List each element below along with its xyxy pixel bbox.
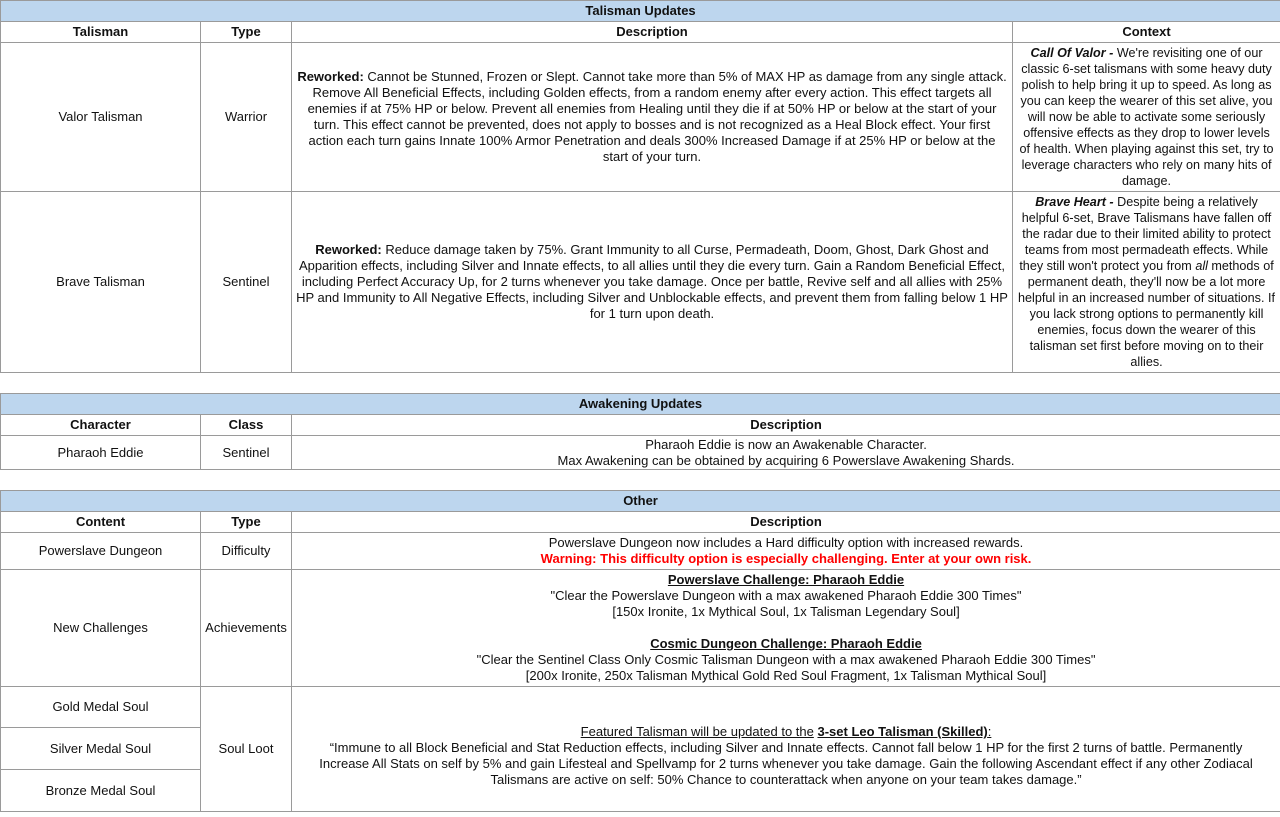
challenge-title: Cosmic Dungeon Challenge: Pharaoh Eddie bbox=[650, 636, 922, 651]
col-header-character: Character bbox=[1, 415, 201, 436]
description-text: Cannot be Stunned, Frozen or Slept. Cannot take more than 5% of MAX HP as damage from any single attack. Remove All Beneficial Effects, including Golden effects, from a random enemy after every action. This effect targets all enemies if at 75% HP or below. Prevent all enemies from Healing until they die if at 50% HP or below at the start of your turn. This effect cannot be prevented, does not apply to bosses and is not recognized as a Heal Block effect. Your first action each turn gains Innate 100% Armor Penetration and deals 300% Increased Damage if at 25% HP or below at the start of your turn. bbox=[307, 69, 1007, 164]
warning-text: Warning: This difficulty option is especially challenging. Enter at your own risk. bbox=[540, 551, 1032, 566]
table-row bbox=[1, 533, 1280, 570]
content-name: New Challenges bbox=[1, 570, 201, 687]
character-class: Sentinel bbox=[201, 436, 292, 470]
awakening-line: Max Awakening can be obtained by acquiring 6 Powerslave Awakening Shards. bbox=[557, 452, 1015, 468]
talisman-type: Warrior bbox=[201, 43, 292, 192]
challenge-reward: [200x Ironite, 250x Talisman Mythical Gold Red Soul Fragment, 1x Talisman Mythical Soul] bbox=[525, 668, 1047, 683]
reworked-label: Reworked: bbox=[297, 69, 364, 84]
context-title: Brave Heart - bbox=[1035, 195, 1114, 209]
context-text: methods of permanent death, they'll now be a lot more helpful in an increased number of situations. If you lack strong options to permanently kill enemies, focus down the wearer of this talisman set first before moving on to their allies. bbox=[1018, 259, 1275, 369]
table-row bbox=[1, 43, 1280, 192]
soul-name: Silver Medal Soul bbox=[1, 728, 201, 770]
featured-quote: “Immune to all Block Beneficial and Stat Reduction effects, including Silver and Innate effects. Cannot fall below 1 HP for the first 2 turns of battle. Permanently Increase All Stats on self by 5% and gain Lifesteal and Spellvamp for 2 turns whenever you take damage. Gain the following Ascendant effect if any other Zodiacal Talismans are active on self: 50% Chance to counterattack when anyone on your team takes damage.” bbox=[319, 740, 1253, 787]
table-row bbox=[1, 192, 1280, 373]
talisman-context bbox=[1013, 43, 1280, 192]
soul-description bbox=[292, 687, 1280, 812]
talisman-context bbox=[1013, 192, 1280, 373]
talisman-description bbox=[292, 192, 1013, 373]
talisman-name: Valor Talisman bbox=[1, 43, 201, 192]
challenge-quote: "Clear the Powerslave Dungeon with a max awakened Pharaoh Eddie 300 Times" bbox=[550, 588, 1022, 603]
challenge-reward: [150x Ironite, 1x Mythical Soul, 1x Talisman Legendary Soul] bbox=[612, 604, 960, 619]
featured-talisman: 3-set Leo Talisman (Skilled) bbox=[817, 724, 988, 739]
context-text: We're revisiting one of our classic 6-set talismans with some heavy duty polish to help bring it up to speed. As long as you can keep the wearer of this set alive, you will now be able to activate some seriously offensive effects as they drop to lower levels of health. When playing against this set, try to leverage characters who rely on many hits of damage. bbox=[1019, 46, 1274, 188]
col-header-class: Class bbox=[201, 415, 292, 436]
section-spacer bbox=[1, 470, 1280, 491]
section-spacer bbox=[1, 373, 1280, 394]
table-row bbox=[1, 436, 1280, 470]
col-header-context: Context bbox=[1013, 22, 1280, 43]
talisman-type: Sentinel bbox=[201, 192, 292, 373]
challenge-quote: "Clear the Sentinel Class Only Cosmic Talisman Dungeon with a max awakened Pharaoh Eddie 300 Times" bbox=[476, 652, 1096, 667]
featured-text: Featured Talisman will be updated to the bbox=[580, 724, 814, 739]
character-name: Pharaoh Eddie bbox=[1, 436, 201, 470]
table-row bbox=[1, 687, 1280, 728]
challenge-title: Powerslave Challenge: Pharaoh Eddie bbox=[667, 572, 905, 587]
talisman-name: Brave Talisman bbox=[1, 192, 201, 373]
context-emphasis: all bbox=[1195, 259, 1208, 273]
talisman-description bbox=[292, 43, 1013, 192]
col-header-content: Content bbox=[1, 512, 201, 533]
other-section-title: Other bbox=[1, 491, 1280, 512]
awakening-line: Pharaoh Eddie is now an Awakenable Character. bbox=[645, 436, 927, 452]
context-title: Call Of Valor - bbox=[1030, 46, 1114, 60]
description-text: Reduce damage taken by 75%. Grant Immunity to all Curse, Permadeath, Doom, Ghost, Dark Ghost and Apparition effects, including Silver and Innate effects, to all allies until they die every turn. Gain a Random Beneficial Effect, including Perfect Accuracy Up, for 2 turns whenever you take damage. Once per battle, Revive self and all allies with 25% HP and Immunity to All Negative Effects, including Silver and Unblockable effects, and prevent them from falling below 1 HP for 1 turn upon death. bbox=[296, 242, 1008, 321]
talisman-section-title: Talisman Updates bbox=[1, 1, 1280, 22]
reworked-label: Reworked: bbox=[315, 242, 382, 257]
dungeon-line: Powerslave Dungeon now includes a Hard difficulty option with increased rewards. bbox=[548, 535, 1024, 550]
content-name: Powerslave Dungeon bbox=[1, 533, 201, 570]
table-row bbox=[1, 570, 1280, 687]
col-header-description: Description bbox=[292, 22, 1013, 43]
col-header-type: Type bbox=[201, 512, 292, 533]
col-header-talisman: Talisman bbox=[1, 22, 201, 43]
soul-name: Bronze Medal Soul bbox=[1, 770, 201, 812]
col-header-description: Description bbox=[292, 512, 1280, 533]
featured-colon: : bbox=[987, 724, 992, 739]
content-type: Difficulty bbox=[201, 533, 292, 570]
soul-type: Soul Loot bbox=[201, 687, 292, 812]
challenges-description bbox=[292, 570, 1280, 687]
context-text: Despite being a relatively helpful 6-set, Brave Talismans have fallen off the radar due to their limited ability to protect teams from most permadeath effects. While they still won't protect you from bbox=[1019, 195, 1272, 273]
awakening-description bbox=[292, 436, 1280, 470]
awakening-section-title: Awakening Updates bbox=[1, 394, 1280, 415]
dungeon-description bbox=[292, 533, 1280, 570]
col-header-type: Type bbox=[201, 22, 292, 43]
soul-name: Gold Medal Soul bbox=[1, 687, 201, 728]
col-header-description: Description bbox=[292, 415, 1280, 436]
content-type: Achievements bbox=[201, 570, 292, 687]
